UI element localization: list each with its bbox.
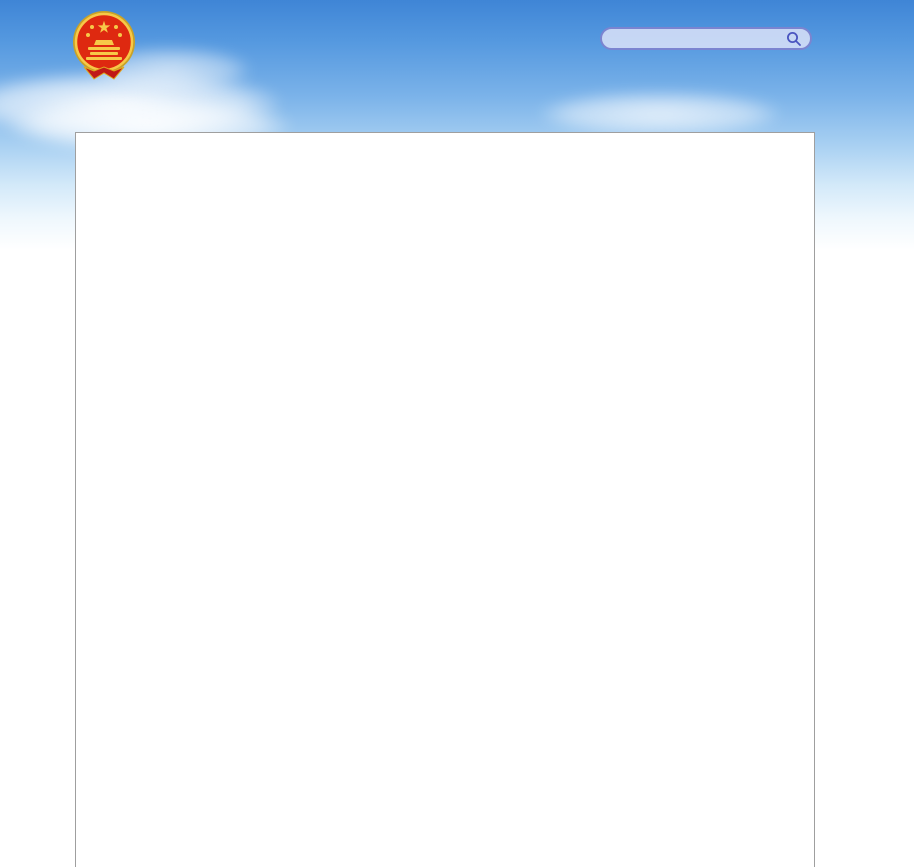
search-input[interactable] [602, 29, 786, 48]
breadcrumb [60, 107, 72, 121]
qr-code [385, 203, 505, 320]
search-icon[interactable] [786, 31, 802, 47]
search-box[interactable] [600, 27, 812, 50]
national-emblem-logo [72, 9, 136, 83]
content-panel [75, 132, 815, 867]
site-header [0, 0, 914, 105]
